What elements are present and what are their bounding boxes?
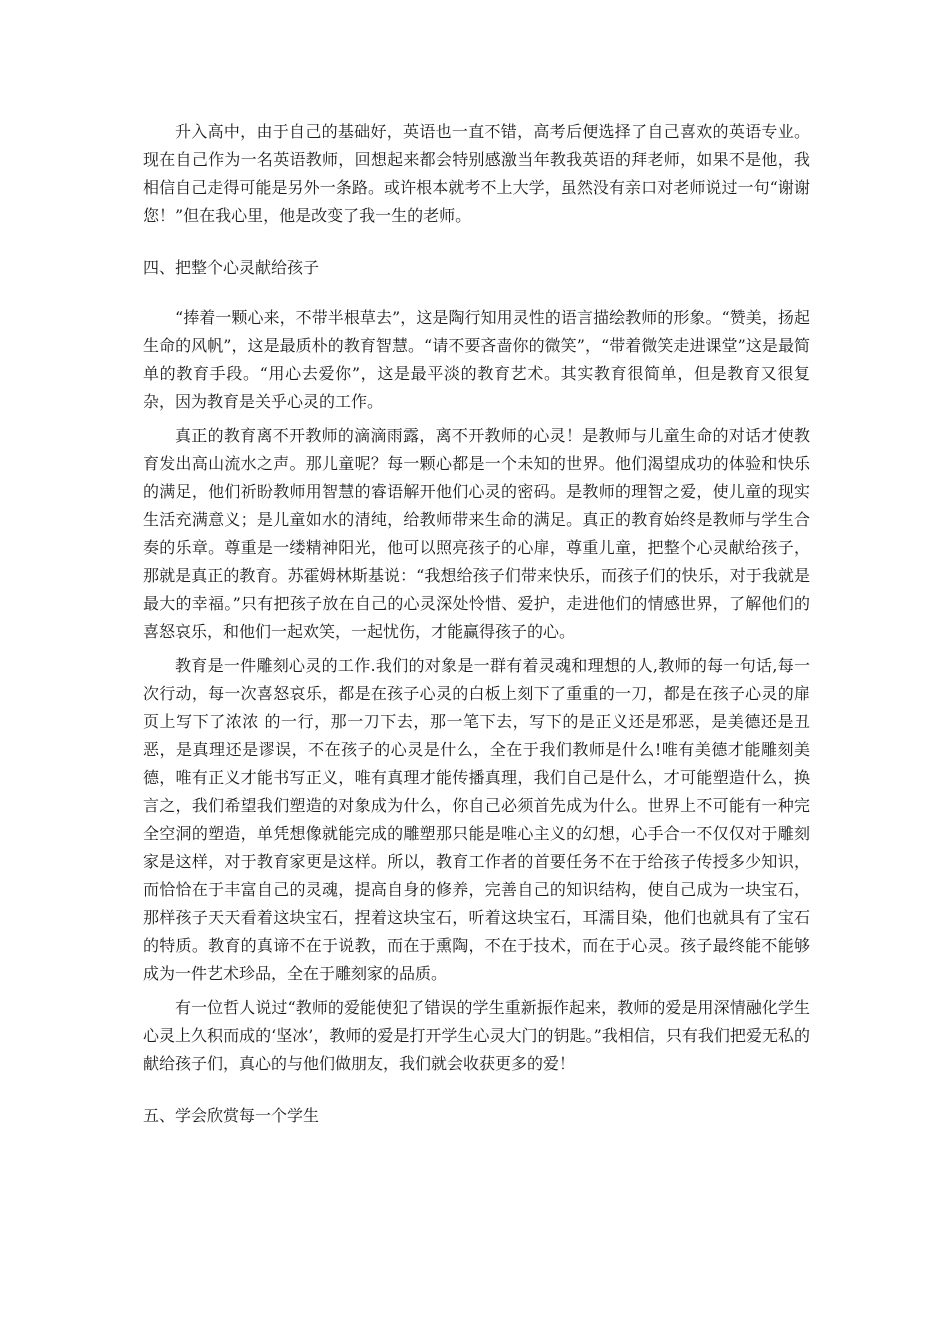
paragraph-high-school: 升入高中，由于自己的基础好，英语也一直不错，高考后便选择了自己喜欢的英语专业。现在自己作为一名英语教师，回想起来都会特别感激当年教我英语的拜老师，如果不是他，我相信自己走得可能是另外一条路。或许根本就考不上大学，虽然没有亲口对老师说过一句“谢谢您！”但在我心里，他是改变了我一生的老师。 [143, 122, 810, 225]
paragraph-tao-xingzhi: “捧着一颗心来，不带半根草去”，这是陶行知用灵性的语言描绘教师的形象。“赞美，扬起生命的风帆”，这是最质朴的教育智慧。“请不要吝啬你的微笑”，“带着微笑走进课堂”这是最简单的教育手段。“用心去爱你”，这是最平淡的教育艺术。其实教育很简单，但是教育又很复杂，因为教育是关乎心灵的工作。 [143, 308, 810, 411]
section-heading-5: 五、学会欣赏每一个学生 [143, 1106, 320, 1125]
document-page [143, 118, 810, 1130]
paragraph-philosopher-quote: 有一位哲人说过“教师的爱能使犯了错误的学生重新振作起来，教师的爱是用深情融化学生心灵上久积而成的‘坚冰’，教师的爱是打开学生心灵大门的钥匙。”我相信，只有我们把爱无私的献给孩子们，真心的与他们做朋友，我们就会收获更多的爱！ [143, 998, 810, 1073]
section-heading-4: 四、把整个心灵献给孩子 [143, 258, 320, 277]
paragraph-sculpting-souls: 教育是一件雕刻心灵的工作.我们的对象是一群有着灵魂和理想的人,教师的每一句话,每一次行动，每一次喜怒哀乐，都是在孩子心灵的白板上刻下了重重的一刀，都是在孩子心灵的扉页上写下了浓浓 的一行，那一刀下去，那一笔下去，写下的是正义还是邪恶，是美德还是丑恶，是真理还是谬误，不在孩子的心灵是什么，全在于我们教师是什么!唯有美德才能雕刻美德，唯有正义才能书写正义，唯有真理才能传播真理，我们自己是什么，才可能塑造什么，换言之，我们希望我们塑造的对象成为什么，你自己必须首先成为什么。世界上不可能有一种完全空洞的塑造，单凭想像就能完成的雕塑那只能是唯心主义的幻想，心手合一不仅仅对于雕刻家是这样，对于教育家更是这样。所以，教育工作者的首要任务不在于给孩子传授多少知识，而恰恰在于丰富自己的灵魂，提高自身的修养，完善自己的知识结构，使自己成为一块宝石，那样孩子天天看着这块宝石，捏着这块宝石，听着这块宝石，耳濡目染，他们也就具有了宝石的特质。教育的真谛不在于说教，而在于熏陶，不在于技术，而在于心灵。孩子最终能不能够成为一件艺术珍品，全在于雕刻家的品质。 [143, 656, 810, 983]
paragraph-true-education: 真正的教育离不开教师的滴滴雨露，离不开教师的心灵！是教师与儿童生命的对话才使教育发出高山流水之声。那儿童呢？每一颗心都是一个未知的世界。他们渴望成功的体验和快乐的满足，他们祈盼教师用智慧的睿语解开他们心灵的密码。是教师的理智之爱，使儿童的现实生活充满意义；是儿童如水的清纯，给教师带来生命的满足。真正的教育始终是教师与学生合奏的乐章。尊重是一缕精神阳光，他可以照亮孩子的心扉，尊重儿童，把整个心灵献给孩子，那就是真正的教育。苏霍姆林斯基说：“我想给孩子们带来快乐，而孩子们的快乐，对于我就是最大的幸福。”只有把孩子放在自己的心灵深处怜惜、爱护，走进他们的情感世界，了解他们的喜怒哀乐，和他们一起欢笑，一起忧伤，才能赢得孩子的心。 [143, 426, 810, 641]
